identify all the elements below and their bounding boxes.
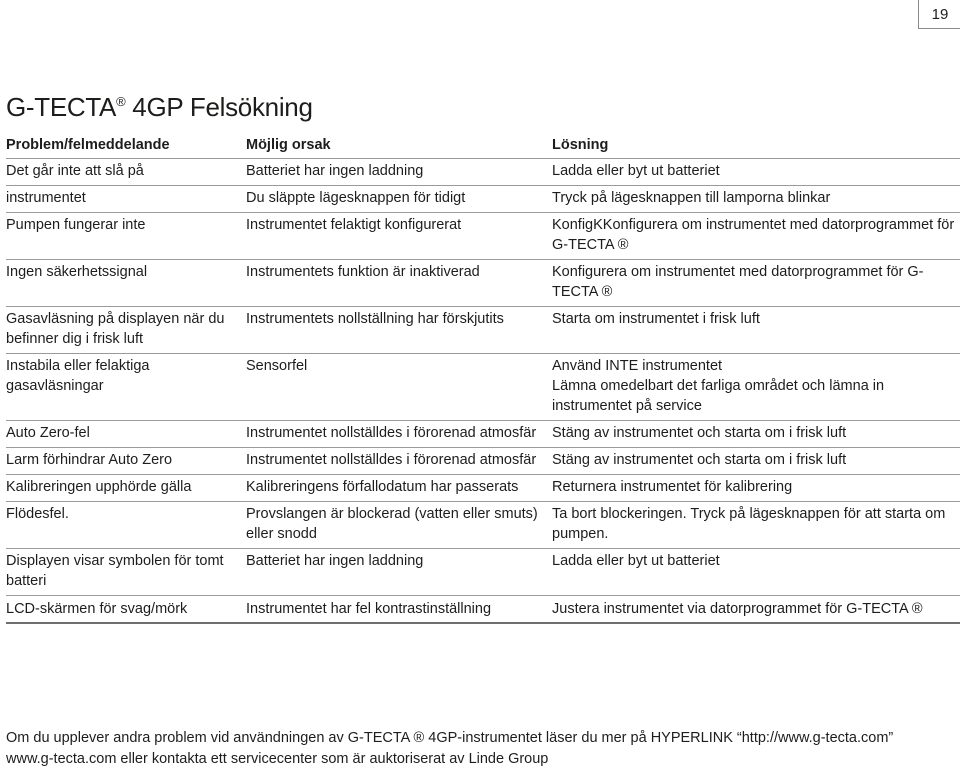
cause-cell: Du släppte lägesknappen för tidigt — [246, 186, 552, 213]
table-row — [6, 502, 960, 549]
solution-cell: Ladda eller byt ut batteriet — [552, 549, 960, 596]
cause-cell: Instrumentets funktion är inaktiverad — [246, 260, 552, 307]
troubleshooting-table — [6, 132, 960, 624]
cause-cell: Instrumentet nollställdes i förorenad atmosfär — [246, 421, 552, 448]
problem-cell: Pumpen fungerar inte — [6, 213, 246, 260]
table-row — [6, 448, 960, 475]
table-row — [6, 213, 960, 260]
problem-cell: Ingen säkerhetssignal — [6, 260, 246, 307]
table-row — [6, 260, 960, 307]
problem-cell: Displayen visar symbolen för tomt batteri — [6, 549, 246, 596]
footnote-line-2: www.g-tecta.com eller kontakta ett servicecenter som är auktoriserat av Linde Group — [6, 751, 549, 767]
solution-cell: Tryck på lägesknappen till lamporna blinkar — [552, 186, 960, 213]
page-number — [918, 0, 960, 29]
cause-cell: Kalibreringens förfallodatum har passerats — [246, 475, 552, 502]
problem-cell: Instabila eller felaktiga gasavläsningar — [6, 354, 246, 421]
footnote — [6, 728, 946, 770]
title-registered-mark: ® — [116, 94, 126, 109]
page-number-text: 19 — [931, 5, 949, 23]
solution-cell: KonfigKKonfigurera om instrumentet med datorprogrammet för G-TECTA ® — [552, 213, 960, 260]
page-title — [6, 92, 313, 123]
problem-cell: Larm förhindrar Auto Zero — [6, 448, 246, 475]
cause-cell: Provslangen är blockerad (vatten eller smuts) eller snodd — [246, 502, 552, 549]
cause-cell: Instrumentets nollställning har förskjutits — [246, 307, 552, 354]
cause-cell: Instrumentet nollställdes i förorenad atmosfär — [246, 448, 552, 475]
problem-cell: Det går inte att slå på — [6, 159, 246, 186]
solution-cell: Stäng av instrumentet och starta om i frisk luft — [552, 448, 960, 475]
problem-cell: Kalibreringen upphörde gälla — [6, 475, 246, 502]
title-rest: 4GP Felsökning — [132, 92, 313, 122]
solution-cell: Använd INTE instrumentet Lämna omedelbart det farliga området och lämna in instrumentet på service — [552, 354, 960, 421]
solution-cell: Justera instrumentet via datorprogrammet för G-TECTA ® — [552, 596, 960, 624]
cause-cell: Batteriet har ingen laddning — [246, 159, 552, 186]
cause-cell: Instrumentet har fel kontrastinställning — [246, 596, 552, 624]
cause-cell: Instrumentet felaktigt konfigurerat — [246, 213, 552, 260]
solution-cell: Ladda eller byt ut batteriet — [552, 159, 960, 186]
table-row — [6, 186, 960, 213]
solution-cell: Returnera instrumentet för kalibrering — [552, 475, 960, 502]
problem-cell: instrumentet — [6, 186, 246, 213]
header-cause: Möjlig orsak — [246, 132, 552, 159]
table-row — [6, 421, 960, 448]
solution-cell: Stäng av instrumentet och starta om i frisk luft — [552, 421, 960, 448]
solution-cell: Ta bort blockeringen. Tryck på lägesknappen för att starta om pumpen. — [552, 502, 960, 549]
table-row — [6, 549, 960, 596]
table-row — [6, 596, 960, 624]
table-row — [6, 354, 960, 421]
problem-cell: Auto Zero-fel — [6, 421, 246, 448]
table-header-row — [6, 132, 960, 159]
cause-cell: Sensorfel — [246, 354, 552, 421]
header-solution: Lösning — [552, 132, 960, 159]
solution-cell: Starta om instrumentet i frisk luft — [552, 307, 960, 354]
footnote-line-1: Om du upplever andra problem vid användningen av G-TECTA ® 4GP-instrumentet läser du mer på HYPERLINK “http://www.g-tecta.com” — [6, 730, 894, 746]
table-row — [6, 159, 960, 186]
problem-cell: Flödesfel. — [6, 502, 246, 549]
title-brand: G-TECTA — [6, 92, 117, 122]
problem-cell: Gasavläsning på displayen när du befinner dig i frisk luft — [6, 307, 246, 354]
table-row — [6, 307, 960, 354]
cause-cell: Batteriet har ingen laddning — [246, 549, 552, 596]
header-problem: Problem/felmeddelande — [6, 132, 246, 159]
solution-cell: Konfigurera om instrumentet med datorprogrammet för G-TECTA ® — [552, 260, 960, 307]
problem-cell: LCD-skärmen för svag/mörk — [6, 596, 246, 624]
table-row — [6, 475, 960, 502]
